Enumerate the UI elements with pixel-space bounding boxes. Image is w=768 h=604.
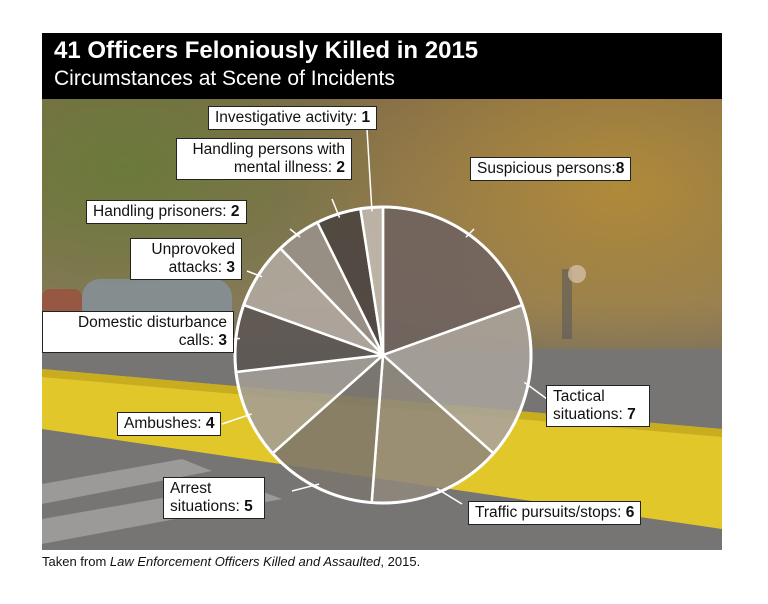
pie-label-tactical-situations: Tactical situations: 7: [546, 385, 650, 427]
leader-line: [367, 129, 372, 211]
chart-background-photo: [42, 99, 722, 550]
value-handling-prisoners: 2: [230, 203, 240, 220]
source-publication: Law Enforcement Officers Killed and Assaulted: [109, 554, 381, 569]
chart-subtitle: Circumstances at Scene of Incidents: [54, 67, 395, 90]
value-investigative-activity: 1: [361, 109, 371, 126]
source-note: Taken from Law Enforcement Officers Killed and Assaulted, 2015.: [42, 554, 421, 569]
chart-header: [42, 33, 722, 99]
pie-label-arrest-situations: Arrest situations: 5: [163, 477, 265, 519]
chart-title: 41 Officers Feloniously Killed in 2015: [54, 37, 479, 64]
pie-label-handling-prisoners: Handling prisoners: 2: [86, 200, 247, 224]
pie-label-handling-mental-illness: Handling persons with mental illness: 2: [176, 138, 352, 180]
value-traffic-pursuits: 6: [625, 504, 635, 521]
pie-label-suspicious-persons: Suspicious persons:8: [470, 157, 631, 181]
pie-label-investigative-activity: Investigative activity: 1: [208, 106, 377, 130]
pie-label-domestic-disturbance: Domestic disturbance calls: 3: [42, 311, 234, 353]
value-handling-mental-illness: 2: [336, 159, 345, 176]
value-domestic-disturbance: 3: [218, 332, 227, 349]
value-ambushes: 4: [205, 415, 215, 432]
value-arrest-situations: 5: [244, 498, 253, 515]
pie-label-traffic-pursuits: Traffic pursuits/stops: 6: [468, 501, 641, 525]
pie-label-unprovoked-attacks: Unprovoked attacks: 3: [130, 238, 242, 280]
value-unprovoked-attacks: 3: [226, 259, 235, 276]
pie-label-ambushes: Ambushes: 4: [117, 412, 221, 436]
value-tactical-situations: 7: [627, 406, 636, 423]
value-suspicious-persons: 8: [615, 160, 625, 177]
